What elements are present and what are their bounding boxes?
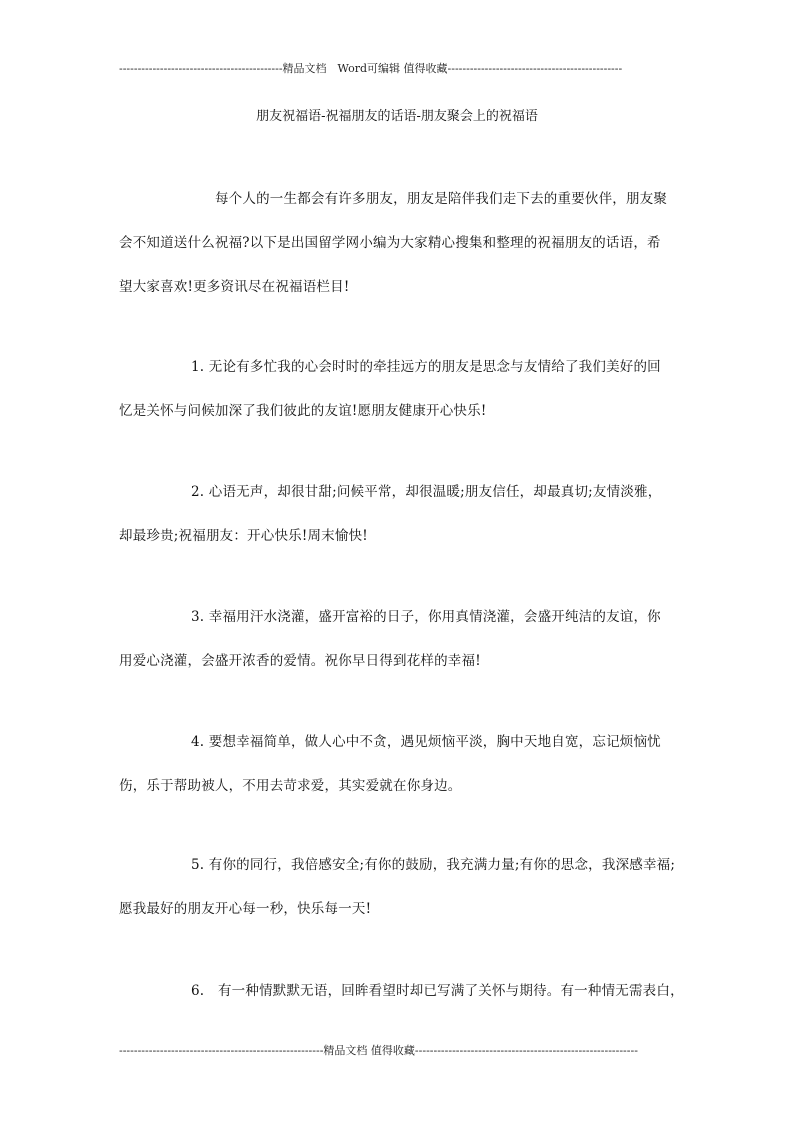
page-header: --------------------------------------------精品文档 Word可编辑 值得收藏----------------------------------------------- bbox=[119, 62, 623, 75]
wish-item-1 bbox=[119, 345, 679, 433]
page-footer: -------------------------------------------------------精品文档 值得收藏------------------------------------------------------------ bbox=[119, 1044, 638, 1057]
wish-item-2-line-2: 却最珍贵;祝福朋友：开心快乐!周末愉快! bbox=[119, 528, 368, 544]
intro-paragraph bbox=[119, 177, 679, 309]
wish-item-4-line-2: 伤，乐于帮助被人，不用去苛求爱，其实爱就在你身边。 bbox=[119, 778, 462, 794]
wish-item-5-line-1: 5. 有你的同行，我倍感安全;有你的鼓励，我充满力量;有你的思念，我深感幸福; bbox=[191, 857, 676, 873]
document-title: 朋友祝福语-祝福朋友的话语-朋友聚会上的祝福语 bbox=[256, 109, 538, 124]
wish-item-2-line-1: 2. 心语无声，却很甘甜;问候平常，却很温暖;朋友信任，却最真切;友情淡雅， bbox=[191, 484, 662, 500]
wish-item-3 bbox=[119, 595, 679, 683]
intro-line-3: 望大家喜欢!更多资讯尽在祝福语栏目! bbox=[119, 279, 350, 295]
wish-item-3-line-1: 3. 幸福用汗水浇灌，盛开富裕的日子，你用真情浇灌，会盛开纯洁的友谊，你 bbox=[191, 609, 661, 625]
wish-item-4-line-1: 4. 要想幸福简单，做人心中不贪，遇见烦恼平淡，胸中天地自宽，忘记烦恼忧 bbox=[191, 734, 661, 750]
wish-item-5 bbox=[119, 843, 679, 931]
wish-item-1-line-1: 1. 无论有多忙我的心会时时的牵挂远方的朋友是思念与友情给了我们美好的回 bbox=[191, 359, 661, 375]
wish-item-2 bbox=[119, 470, 679, 558]
intro-line-1: 每个人的一生都会有许多朋友，朋友是陪伴我们走下去的重要伙伴，朋友聚 bbox=[215, 191, 668, 207]
wish-item-6-line-1: 6. 有一种情默默无语，回眸看望时却已写满了关怀与期待。有一种情无需表白， bbox=[191, 983, 684, 999]
wish-item-6 bbox=[119, 969, 684, 1013]
wish-item-4 bbox=[119, 720, 679, 808]
wish-item-5-line-2: 愿我最好的朋友开心每一秒，快乐每一天! bbox=[119, 901, 372, 917]
wish-item-1-line-2: 忆是关怀与问候加深了我们彼此的友谊!愿朋友健康开心快乐! bbox=[119, 403, 487, 419]
intro-line-2: 会不知道送什么祝福?以下是出国留学网小编为大家精心搜集和整理的祝福朋友的话语，希 bbox=[119, 235, 661, 251]
wish-item-3-line-2: 用爱心浇灌，会盛开浓香的爱情。祝你早日得到花样的幸福! bbox=[119, 653, 481, 669]
